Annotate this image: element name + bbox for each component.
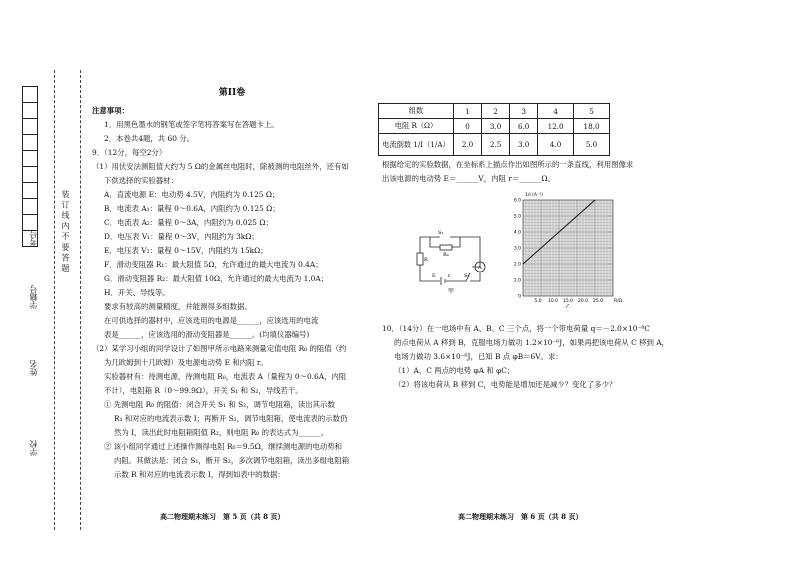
notes-title: 注意事项：: [92, 106, 129, 115]
y-tick-label: 3.0: [513, 246, 521, 252]
q9-heading: 9．（12分，每空2分）: [92, 148, 167, 157]
equipment-g: G．滑动变阻器 R₂：最大阻值 10Ω，允许通过的最大电流为 1.0A；: [104, 274, 329, 283]
x-axis-label: R/Ω: [614, 299, 623, 304]
q9-2-intro-cont: 为几欧姆到十几欧姆）及电源电动势 E 和内阻 r。: [104, 358, 268, 367]
table-cell: 1: [454, 104, 482, 119]
q10-line2: 的点电荷从 A 移到 B，克服电场力做功 1.2×10⁻⁶J，如果再把该电荷从 C 移到 A，: [394, 338, 669, 347]
analysis-text: [382, 158, 782, 186]
section-title: 第II卷: [218, 88, 246, 98]
q9-2-step1: ① 先测电阻 R₀ 的阻值：闭合开关 S₁ 和 S₂，调节电阻箱，读出其示数: [104, 400, 335, 409]
y-tick-label: 4.0: [513, 230, 521, 236]
x-tick-label: 25.0: [592, 299, 604, 304]
table-row: [379, 134, 610, 156]
x-tick-label: 5.0: [534, 299, 542, 304]
table-cell: 5.0: [574, 134, 610, 156]
table-cell: 2.0: [454, 134, 482, 156]
exam-number-box[interactable]: [22, 198, 38, 215]
y-tick-label: 2.0: [513, 262, 521, 268]
exam-number-box[interactable]: [22, 214, 38, 231]
exam-number-box[interactable]: [22, 134, 38, 151]
circuit-label-r: R: [424, 257, 428, 263]
q9-2-step2: ② 该小组同学通过上述操作测得电阻 R₀＝9.5Ω，继续测电源的电动势和: [104, 442, 343, 451]
q10-text: [382, 322, 787, 392]
circuit-label-a: A: [478, 265, 482, 271]
exam-number-box[interactable]: [22, 102, 38, 119]
seal-text: 装 订 线 内 不 要 答 题: [61, 190, 70, 272]
q9-2-step1-c: 然为 I，读出此时电阻箱阻值 R₂，则电阻 R₀ 的表达式为______。: [114, 428, 329, 437]
q9-1-requirement: 要求有较高的测量精度，并能测得多组数据。: [104, 302, 252, 311]
circuit-label-s1: S₁: [438, 230, 444, 236]
equipment-c: C．电流表 A₂：量程 0～3A，内阻约为 0.025 Ω；: [104, 218, 273, 227]
exam-number-box[interactable]: [22, 150, 38, 167]
data-table: [378, 103, 610, 156]
table-cell: 2: [482, 104, 510, 119]
equipment-f: F．滑动变阻器 R₁：最大阻值 5Ω，允许通过的最大电流为 0.4A；: [104, 260, 323, 269]
equipment-b: B．电流表 A₁：量程 0～0.6A，内阻约为 0.125 Ω；: [104, 204, 280, 213]
label-student-id: 学籍号: [29, 285, 38, 309]
analysis-line1: 根据给定的实验数据，在坐标系上描点作出如图所示的一条直线，利用图像求: [382, 160, 634, 169]
figure-label-yi: 乙: [565, 304, 571, 308]
q10-part2: （2）将该电荷从 B 移到 C，电势能是增加还是减少？变化了多少？: [394, 380, 617, 389]
table-cell: 5: [574, 104, 610, 119]
table-cell: 0: [454, 119, 482, 134]
y-tick-label: 6.0: [513, 198, 521, 204]
table-cell: 4.0: [538, 134, 574, 156]
table-cell: 电阻 R（Ω）: [379, 119, 454, 134]
table-cell: 18.0: [574, 119, 610, 134]
q9-2-step2-c: 示数 R 和对应的电流表示数 I，得到如表中的数据：: [114, 470, 285, 479]
table-cell: 3.0: [482, 119, 510, 134]
label-school: 学校: [29, 440, 38, 456]
table-row: [379, 119, 610, 134]
table-cell: 12.0: [538, 119, 574, 134]
y-tick-label: 1.0: [513, 278, 521, 284]
analysis-line2: 出该电源的电动势 E＝______V，内阻 r＝______Ω。: [382, 174, 555, 183]
table-row: [379, 104, 610, 119]
cut-line-left: [54, 70, 55, 530]
note-1: 1．用黑色墨水的钢笔或签字笔将答案写在答题卡上。: [104, 120, 279, 129]
q9-2-intro: （2）某学习小组的同学设计了如图甲所示电路来测量定值电阻 R₀ 的阻值（约: [92, 344, 347, 353]
figure-label-jia: 甲: [448, 288, 455, 295]
table-cell: 3: [510, 104, 538, 119]
exam-number-box[interactable]: [22, 118, 38, 135]
equipment-a: A．直流电源 E：电动势 4.5V，内阻约为 0.125 Ω；: [104, 190, 280, 199]
circuit-label-e: E: [432, 273, 436, 279]
q9-1-intro-cont: 下供选择的实验器材：: [104, 176, 178, 185]
circuit-label-r-internal: r: [448, 273, 451, 279]
q9-1-question: 在可供选择的器材中，应该选用的电源是______，应该选用的电流: [104, 316, 319, 325]
q9-2-step2-b: 内阻。其做法是：闭合 S₁，断开 S₂，多次调节电阻箱，读出多组电阻箱: [114, 456, 350, 465]
circuit-label-r0: R₀: [443, 252, 449, 258]
equipment-d: D．电压表 V₁：量程 0～3V，内阻约为 3kΩ；: [104, 232, 259, 241]
x-tick-label: 15.0: [562, 299, 574, 304]
q10-line3: 电场力做功 3.6×10⁻⁶J，已知 B 点 φB＝6V。求：: [394, 352, 563, 361]
q10-part1: （1）A、C 两点的电势 φA 和 φC；: [394, 366, 515, 375]
equipment-h: H．开关、导线等。: [104, 288, 170, 297]
label-name: 姓名: [29, 360, 38, 376]
equipment-e: E．电压表 V₂：量程 0～15V，内阻约为 15kΩ；: [104, 246, 268, 255]
table-cell: 组数: [379, 104, 454, 119]
circuit-label-s2: S₂: [464, 273, 470, 279]
exam-number-box[interactable]: [22, 86, 38, 103]
table-cell: 3.0: [510, 134, 538, 156]
note-2: 2．本卷共4题，共 60 分。: [104, 134, 195, 143]
q9-2-equipment-cont: 不计），电阻箱 R（0～99.9Ω），开关 S₁ 和 S₂，导线若干。: [104, 386, 303, 395]
x-tick-label: 10.0: [547, 299, 559, 304]
exam-number-box[interactable]: [22, 182, 38, 199]
exam-number-box[interactable]: [22, 166, 38, 183]
q9-2-step1-b: R₁ 和对应的电流表示数 I；再断开 S₂，调节电阻箱，使电流表的示数仍: [114, 414, 348, 423]
table-cell: 4: [538, 104, 574, 119]
cut-line-right: [80, 70, 81, 530]
circuit-diagram: [410, 225, 490, 295]
table-cell: 电流倒数 1/I（1/A）: [379, 134, 454, 156]
table-cell: 2.5: [482, 134, 510, 156]
x-tick-label: 20.0: [577, 299, 589, 304]
q10-line1: 10．（14分）在一电场中有 A、B、C 三个点，将一个带电荷量 q＝－2.0×10⁻⁸C: [382, 324, 650, 333]
graph-1i-vs-r: [505, 186, 625, 308]
q9-1-intro: （1）用伏安法测阻值大约为 5 Ω的金属丝电阻时，除被测的电阻丝外，还有如: [92, 162, 349, 171]
y-axis-label: 1/I (A⁻¹): [525, 193, 543, 198]
y-tick-label: 5.0: [513, 214, 521, 220]
label-exam-number: 考号: [29, 230, 38, 246]
page-footer-left: 高二物理期末练习 第 5 页（共 8 页）: [160, 512, 285, 521]
q9-1-question-cont: 表是______，应该选用的滑动变阻器是______。(均填仪器编号): [104, 330, 310, 339]
q9-2-equipment: 实验器材有：待测电源，待测电阻 R₀，电流表 A（量程为 0～0.6A，内阻: [104, 372, 347, 381]
y-tick-label: 0: [518, 294, 521, 300]
left-column: [92, 86, 372, 482]
exam-number-boxes: [22, 86, 38, 246]
page-footer-right: 高二物理期末练习 第 6 页（共 8 页）: [458, 512, 583, 521]
table-cell: 6.0: [510, 119, 538, 134]
binding-strip: [0, 0, 88, 561]
